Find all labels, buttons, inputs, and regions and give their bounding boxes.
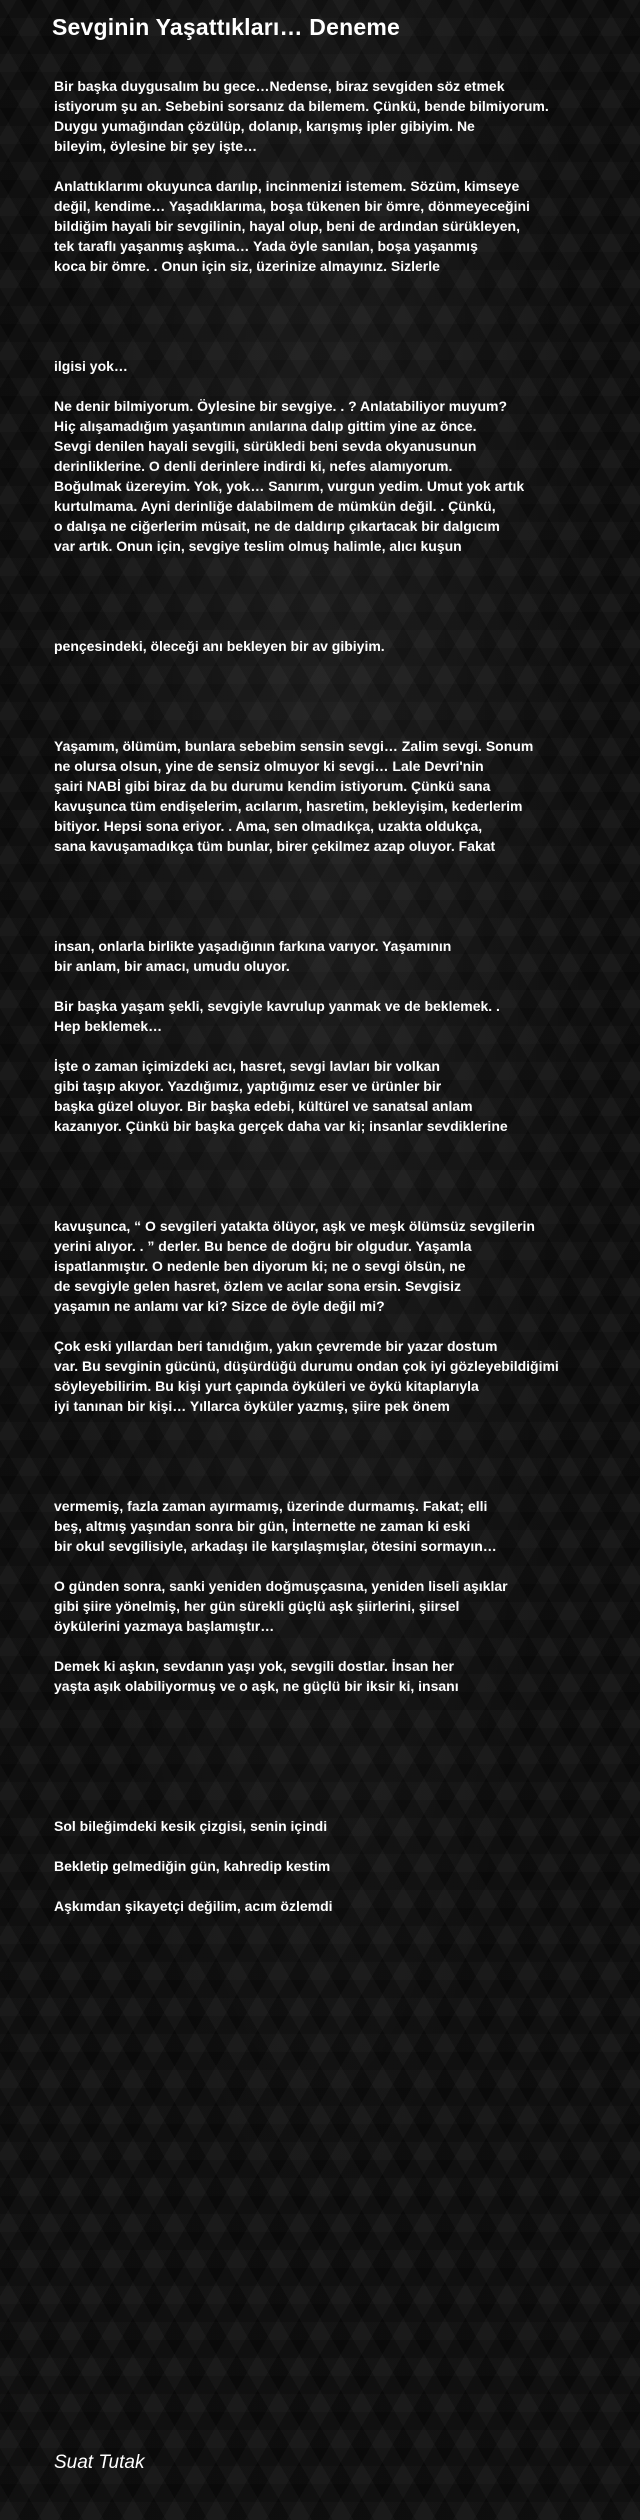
poem-line: başka güzel oluyor. Bir başka edebi, kültürel ve sanatsal anlam [54, 1098, 473, 1114]
poem-stanza [54, 356, 634, 376]
poem-line: sana kavuşamadıkça tüm bunlar, birer çekilmez azap oluyor. Fakat [54, 838, 496, 854]
poem-line: Bir başka yaşam şekli, sevgiyle kavrulup yanmak ve de beklemek. . [54, 998, 500, 1014]
poem-line: Bekletip gelmediğin gün, kahredip kestim [54, 1858, 331, 1874]
poem-author: Suat Tutak [54, 2452, 145, 2473]
poem-line: var artık. Onun için, sevgiye teslim olmuş halimle, alıcı kuşun [54, 538, 462, 554]
poem-stanza [54, 396, 634, 556]
poem-stanza [54, 1856, 634, 1876]
poem-line: bir okul sevgilisiyle, arkadaşı ile karşılaşmışlar, ötesini sormayın… [54, 1538, 497, 1554]
poem-line: İşte o zaman içimizdeki acı, hasret, sevgi lavları bir volkan [54, 1058, 440, 1074]
poem-line: kavuşunca tüm endişelerim, acılarım, hasretim, bekleyişim, kederlerim [54, 798, 523, 814]
poem-line: O günden sonra, sanki yeniden doğmuşçasına, yeniden liseli aşıklar [54, 1578, 508, 1594]
poem-line: yaşta aşık olabiliyormuş ve o aşk, ne güçlü bir iksir ki, insanı [54, 1678, 459, 1694]
poem-stanza [54, 996, 634, 1036]
poem-line: var. Bu sevginin gücünü, düşürdüğü durumu ondan çok iyi gözleyebildiğimi [54, 1358, 559, 1374]
poem-line: istiyorum şu an. Sebebini sorsanız da bilemem. Çünkü, bende bilmiyorum. [54, 98, 549, 114]
poem-line: Sol bileğimdeki kesik çizgisi, senin içindi [54, 1818, 328, 1834]
poem-line: yerini alıyor. . ” derler. Bu bence de doğru bir olgudur. Yaşamla [54, 1238, 472, 1254]
poem-stanza [54, 76, 634, 156]
poem-line: Aşkımdan şikayetçi değilim, acım özlemdi [54, 1898, 333, 1914]
poem-line: söyleyebilirim. Bu kişi yurt çapında öyküleri ve öykü kitaplarıyla [54, 1378, 479, 1394]
poem-line: kurtulmama. Ayni derinliğe dalabilmem de mümkün değil. . Çünkü, [54, 498, 496, 514]
poem-stanza [54, 1496, 634, 1556]
poem-stanza [54, 1576, 634, 1636]
poem-line: öykülerini yazmaya başlamıştır… [54, 1618, 275, 1634]
poem-line: bitiyor. Hepsi sona eriyor. . Ama, sen olmadıkça, uzakta oldukça, [54, 818, 483, 834]
poem-stanza [54, 1656, 634, 1696]
poem-line: beş, altmış yaşından sonra bir gün, İnternette ne zaman ki eski [54, 1518, 471, 1534]
poem-line: Anlattıklarımı okuyunca darılıp, incinmenizi istemem. Sözüm, kimseye [54, 178, 520, 194]
poem-line: değil, kendime… Yaşadıklarıma, boşa tükenen bir ömre, dönmeyeceğini [54, 198, 530, 214]
poem-line: Duygu yumağından çözülüp, dolanıp, karışmış ipler gibiyim. Ne [54, 118, 475, 134]
poem-line: pençesindeki, öleceği anı bekleyen bir av gibiyim. [54, 638, 385, 654]
poem-line: gibi şiire yönelmiş, her gün sürekli güçlü aşk şiirlerini, şiirsel [54, 1598, 460, 1614]
poem-line: Boğulmak üzereyim. Yok, yok… Sanırım, vurgun yedim. Umut yok artık [54, 478, 525, 494]
poem-line: Hep beklemek… [54, 1018, 163, 1034]
poem-stanza [54, 636, 634, 656]
poem-line: kazanıyor. Çünkü bir başka gerçek daha var ki; insanlar sevdiklerine [54, 1118, 508, 1134]
poem-line: gibi taşıp akıyor. Yazdığımız, yaptığımız eser ve ürünler bir [54, 1078, 442, 1094]
poem-stanza [54, 736, 634, 856]
poem-line: bileyim, öylesine bir şey işte… [54, 138, 258, 154]
poem-stanza [54, 1816, 634, 1836]
poem-line: tek taraflı yaşanmış aşkıma… Yada öyle sanılan, boşa yaşanmış [54, 238, 478, 254]
poem-line: Ne denir bilmiyorum. Öylesine bir sevgiye. . ? Anlatabiliyor muyum? [54, 398, 508, 414]
poem-stanza [54, 1216, 634, 1316]
poem-line: insan, onlarla birlikte yaşadığının farkına varıyor. Yaşamının [54, 938, 452, 954]
poem-title: Sevginin Yaşattıkları… Deneme [52, 14, 400, 40]
poem-stanza [54, 936, 634, 976]
poem-line: iyi tanınan bir kişi… Yıllarca öyküler yazmış, şiire pek önem [54, 1398, 450, 1414]
poem-line: Bir başka duygusalım bu gece…Nedense, biraz sevgiden söz etmek [54, 78, 505, 94]
poem-line: bildiğim hayali bir sevgilinin, hayal olup, beni de ardından sürükleyen, [54, 218, 520, 234]
poem-line: Çok eski yıllardan beri tanıdığım, yakın çevremde bir yazar dostum [54, 1338, 498, 1354]
poem-line: bir anlam, bir amacı, umudu oluyor. [54, 958, 290, 974]
poem-line: o dalışa ne ciğerlerim müsait, ne de daldırıp çıkartacak bir dalgıcım [54, 518, 500, 534]
poem-stanza [54, 1336, 634, 1416]
poem-line: ne olursa olsun, yine de sensiz olmuyor ki sevgi… Lale Devri'nin [54, 758, 484, 774]
poem-stanza [54, 176, 634, 276]
poem-stanza [54, 1896, 634, 1916]
poem-line: koca bir ömre. . Onun için siz, üzerinize almayınız. Sizlerle [54, 258, 440, 274]
poem-line: Demek ki aşkın, sevdanın yaşı yok, sevgili dostlar. İnsan her [54, 1658, 454, 1674]
poem-stanza [54, 1056, 634, 1136]
poem-body [54, 56, 634, 1916]
poem-line: vermemiş, fazla zaman ayırmamış, üzerinde durmamış. Fakat; elli [54, 1498, 488, 1514]
poem-line: Yaşamım, ölümüm, bunlara sebebim sensin sevgi… Zalim sevgi. Sonum [54, 738, 534, 754]
poem-line: kavuşunca, “ O sevgileri yatakta ölüyor, aşk ve meşk ölümsüz sevgilerin [54, 1218, 535, 1234]
poem-line: ilgisi yok… [54, 358, 128, 374]
poem-line: de sevgiyle gelen hasret, özlem ve acılar sona ersin. Sevgisiz [54, 1278, 461, 1294]
poem-line: şairi NABİ gibi biraz da bu durumu kendim istiyorum. Çünkü sana [54, 778, 491, 794]
poem-line: Hiç alışamadığım yaşantımın anılarına dalıp gittim yine az önce. [54, 418, 477, 434]
poem-line: ispatlanmıştır. O nedenle ben diyorum ki; ne o sevgi ölsün, ne [54, 1258, 466, 1274]
poem-line: Sevgi denilen hayali sevgili, sürükledi beni sevda okyanusunun [54, 438, 477, 454]
poem-line: yaşamın ne anlamı var ki? Sizce de öyle değil mi? [54, 1298, 385, 1314]
poem-line: derinliklerine. O denli derinlere indirdi ki, nefes alamıyorum. [54, 458, 453, 474]
